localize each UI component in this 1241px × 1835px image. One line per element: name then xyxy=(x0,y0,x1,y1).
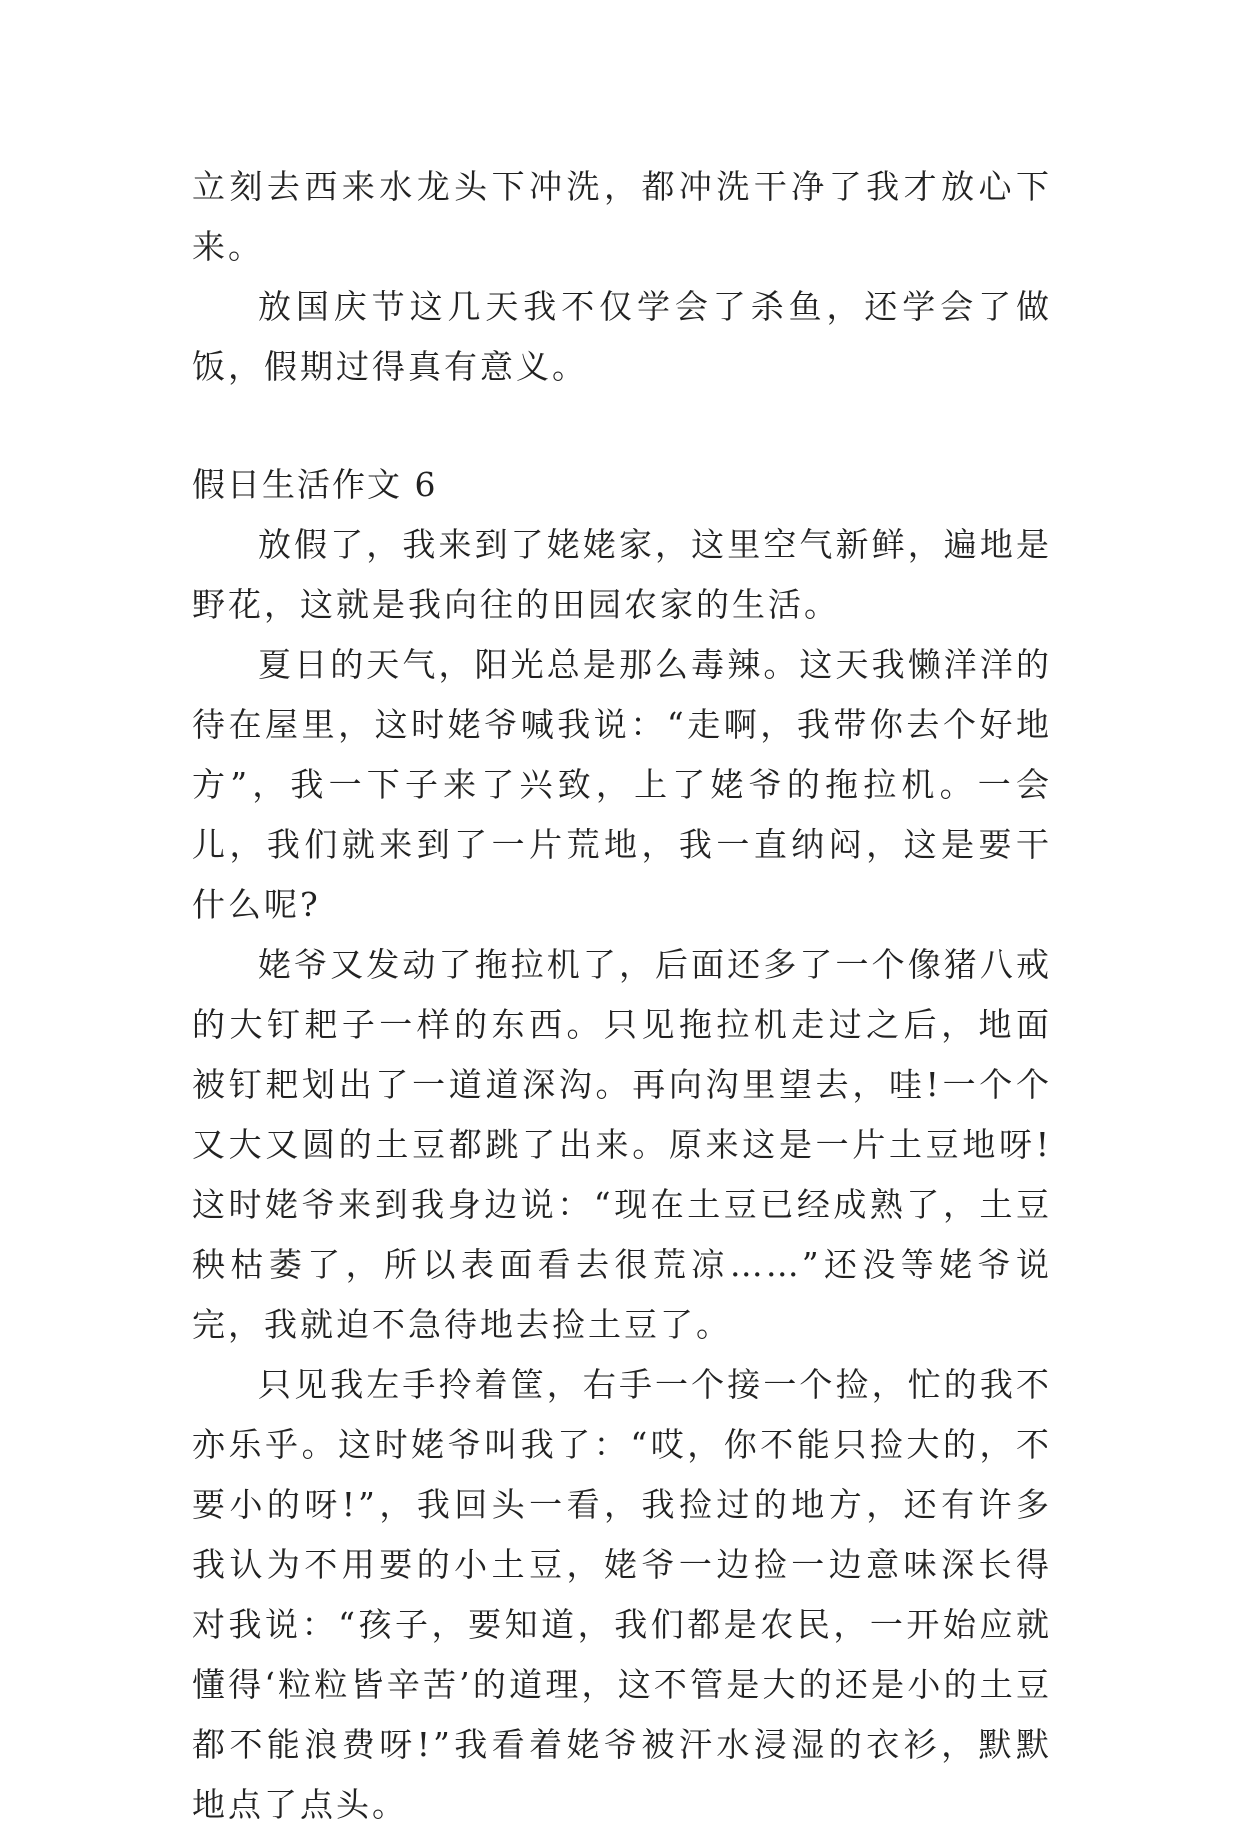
continued-paragraph: 立刻去西来水龙头下冲洗，都冲洗干净了我才放心下来。 xyxy=(192,167,1052,266)
document-body xyxy=(192,157,1052,1835)
body-paragraph: 夏日的天气，阳光总是那么毒辣。这天我懒洋洋的待在屋里，这时姥爷喊我说：“走啊，我带你去个好地方”，我一下子来了兴致，上了姥爷的拖拉机。一会儿，我们就来到了一片荒地，我一直纳闷，这是要干什么呢? xyxy=(192,645,1052,924)
closing-paragraph: 放国庆节这几天我不仅学会了杀鱼，还学会了做饭，假期过得真有意义。 xyxy=(192,287,1052,386)
body-paragraph: 放假了，我来到了姥姥家，这里空气新鲜，遍地是野花，这就是我向往的田园农家的生活。 xyxy=(192,525,1052,624)
body-paragraph: 只见我左手拎着筐，右手一个接一个捡，忙的我不亦乐乎。这时姥爷叫我了：“哎，你不能只捡大的，不要小的呀!”，我回头一看，我捡过的地方，还有许多我认为不用要的小土豆，姥爷一边捡一边意味深长得对我说：“孩子，要知道，我们都是农民，一开始应就懂得‘粒粒皆辛苦’的道理，这不管是大的还是小的土豆都不能浪费呀!”我看着姥爷被汗水浸湿的衣衫，默默地点了点头。 xyxy=(192,1365,1052,1824)
body-paragraph: 姥爷又发动了拖拉机了，后面还多了一个像猪八戒的大钉耙子一样的东西。只见拖拉机走过之后，地面被钉耙划出了一道道深沟。再向沟里望去，哇!一个个又大又圆的土豆都跳了出来。原来这是一片土豆地呀!这时姥爷来到我身边说：“现在土豆已经成熟了，土豆秧枯萎了，所以表面看去很荒凉……”还没等姥爷说完，我就迫不急待地去捡土豆了。 xyxy=(192,945,1052,1344)
section-title: 假日生活作文 6 xyxy=(192,465,438,504)
